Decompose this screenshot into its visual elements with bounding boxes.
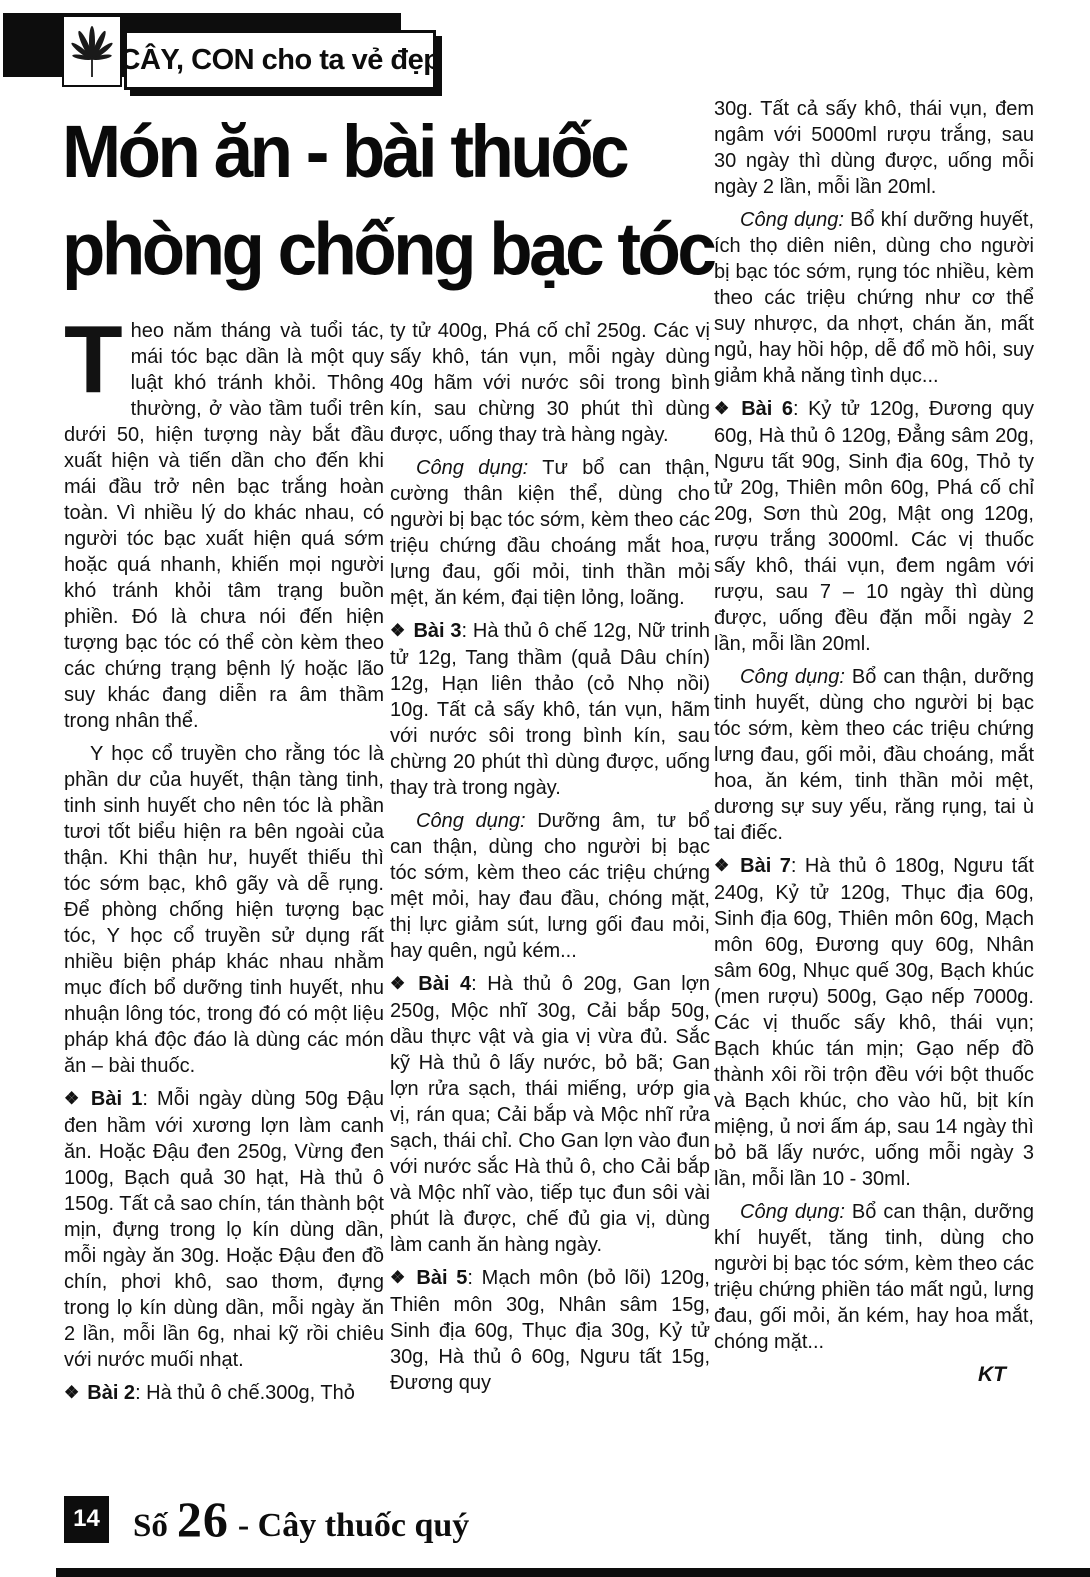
cong-dung-text: Bổ can thận, dưỡng tinh huyết, dùng cho người bị bạc tóc sớm, kèm theo các triệu chứng lưng đau, gối mỏi, đầu choáng, mắt hoa, ăn kém, tinh thần mỏi mệt, dương sự suy yếu, răng rụng, tai ù tai điếc. [714,666,1034,844]
article-title [62,104,722,300]
leaf-icon [68,21,116,81]
bottom-rule [56,1568,1090,1577]
leaf-box [62,15,122,87]
remedy-bai-4 [390,971,710,1258]
intro-paragraph [64,318,384,734]
page-footer [64,1490,469,1548]
section-banner [119,30,441,90]
remedy-label: Bài 1 [90,1088,143,1110]
cong-dung-text: Dưỡng âm, tư bổ can thận, dùng cho người bị bạc tóc sớm, kèm theo các triệu chứng mệt mỏi, hay đau đầu, chóng mặt, thị lực giảm sút, lưng gối đau mỏi, hay quên, ngủ kém... [390,810,710,962]
cong-dung-paragraph [714,664,1034,846]
page-number: 14 [64,1496,109,1543]
diamond-bullet-icon: ❖ [714,856,733,875]
continuation-paragraph: ty tử 400g, Phá cố chỉ 250g. Các vị sấy khô, tán vụn, mỗi ngày dùng 40g hãm với nước sôi trong bình kín, sau chừng 30 phút thì dùng được, uống thay trà hàng ngày. [390,320,710,446]
remedy-label: Bài 3 [413,620,462,642]
cong-dung-label: Công dụng: [416,457,529,479]
remedy-bai-6 [714,396,1034,657]
remedy-bai-2 [64,1380,384,1407]
remedy-text: : Kỷ tử 120g, Đương quy 60g, Hà thủ ô 120g, Đẳng sâm 20g, Ngưu tất 90g, Sinh địa 60g, Thỏ ty tử 20g, Thiên môn 60g, Phá cố chỉ 20g, Sơn thù 20g, Mật ong 120g, rượu trắng 3000ml. Các vị thuốc sấy khô, thái vụn, đem ngâm với rượu, sau 7 – 10 ngày thì dùng được, uống đều đặn mỗi ngày 2 lần, mỗi lần 20ml. [714,398,1034,655]
diamond-bullet-icon: ❖ [64,1383,80,1402]
cong-dung-label: Công dụng: [416,810,526,832]
remedy-text: : Hà thủ ô 20g, Gan lợn 250g, Mộc nhĩ 30g, Cải bắp 50g, dầu thực vật và gia vị vừa đủ. Sắc kỹ Hà thủ ô lấy nước, bỏ bã; Gan lợn rửa sạch, thái miếng, ướp gia vị, rán qua; Cải bắp và Mộc nhĩ rửa sạch, thái chỉ. Cho Gan lợn vào đun với nước sắc Hà thủ ô, cho Cải bắp và Mộc nhĩ vào, tiếp tục đun sôi vài phút là được, chế đủ gia vị, dùng làm canh ăn hàng ngày. [390,973,710,1256]
issue-prefix: Số [133,1508,168,1544]
remedy-bai-3 [390,618,710,801]
remedy-text: : Mạch môn (bỏ lõi) 120g, Thiên môn 30g, Nhân sâm 15g, Sinh địa 60g, Thục địa 30g, Kỷ tử 30g, Hà thủ ô 60g, Ngưu tất 15g, Đương quy [390,1267,710,1394]
text-column-3 [714,96,1034,1532]
cong-dung-label: Công dụng: [740,666,845,688]
continuation-paragraph: 30g. Tất cả sấy khô, thái vụn, đem ngâm với 5000ml rượu trắng, sau 30 ngày thì dùng được, uống mỗi ngày 2 lần, mỗi lần 20ml. [714,98,1034,198]
remedy-text: : Hà thủ ô chế 12g, Nữ trinh tử 12g, Tang thầm (quả Dâu chín) 12g, Hạn liên thảo (cỏ Nhọ nồi) 10g. Tất cả sấy khô, tán vụn, hãm với nước sôi trong bình kín, sau chừng 20 phút thì dùng được, uống thay trà trong ngày. [390,620,710,799]
remedy-text: : Hà thủ ô chế.300g, Thỏ [135,1382,355,1404]
issue-line [133,1490,469,1548]
article-title-line-1: Món ăn - bài thuốc [62,111,627,194]
remedy-label: Bài 2 [87,1382,136,1404]
remedy-label: Bài 6 [741,398,793,420]
text-column-2 [390,318,710,1558]
issue-number: 26 [176,1491,229,1547]
cong-dung-paragraph [390,455,710,611]
article-title-line-2: phòng chống bạc tóc [62,209,714,292]
diamond-bullet-icon: ❖ [390,621,406,640]
diamond-bullet-icon: ❖ [390,974,411,993]
remedy-text: : Mỗi ngày dùng 50g Đậu đen hầm với xương lợn làm canh ăn. Hoặc Đậu đen 250g, Vừng đen 100g, Bạch quả 30 hạt, Hà thủ ô 150g. Tất cả sao chín, tán thành bột mịn, đựng trong lọ kín dùng dần, mỗi ngày ăn 30g. Hoặc Đậu đen đồ chín, phơi khô, sao thơm, đựng trong lọ kín dùng dần, mỗi ngày ăn 2 lần, mỗi lần 6g, nhai kỹ rồi chiêu với nước muối nhạt. [64,1088,384,1371]
dropcap-letter: T [64,318,121,413]
section-banner-label: CÂY, CON cho ta vẻ đẹp [119,43,441,76]
body-paragraph: Y học cổ truyền cho rằng tóc là phần dư của huyết, thận tàng tinh, tinh sinh huyết cho nên tóc là phần tươi tốt biểu hiện ra bên ngoài của thận. Khi thận hư, huyết thiếu thì tóc sớm bạc, khô gãy và dễ rụng. Để phòng chống hiện tượng bạc tóc, Y học cổ truyền sử dụng rất nhiều biện pháp khác nhau nhằm mục đích bổ dưỡng tinh huyết, nhu nhuận lông tóc, trong đó có một liệu pháp khá độc đáo là dùng các món ăn – bài thuốc. [64,743,384,1077]
cong-dung-text: Tư bổ can thận, cường thân kiện thể, dùng cho người bị bạc tóc sớm, kèm theo các triệu chứng đầu choáng mắt hoa, lưng đau, gối mỏi, tinh thần mỏi mệt, ăn kém, đại tiện lỏng, loãng. [390,457,710,609]
remedy-label: Bài 4 [418,973,472,995]
cong-dung-paragraph [390,808,710,964]
remedy-bai-5 [390,1265,710,1396]
cong-dung-label: Công dụng: [740,209,844,231]
cong-dung-text: Bổ can thận, dưỡng khí huyết, tăng tinh, dùng cho người bị bạc tóc sớm, kèm theo các triệu chứng phiền táo mất ngủ, lưng đau, gối mỏi, ăn kém, hay hoa mắt, chóng mặt... [714,1201,1034,1353]
text-column-1 [64,318,384,1486]
diamond-bullet-icon: ❖ [390,1268,409,1287]
cong-dung-text: Bổ khí dưỡng huyết, ích thọ diên niên, dùng cho người bị bạc tóc sớm, rụng tóc nhiều, kèm theo các triệu chứng như cơ thể suy nhược, da nhợt, chán ăn, mất ngủ, hay hồi hộp, dễ đổ mồ hôi, suy giảm khả năng tình dục... [714,209,1034,387]
author-initials: KT [978,1363,1006,1386]
cong-dung-label: Công dụng: [740,1201,845,1223]
remedy-bai-1 [64,1086,384,1373]
remedy-label: Bài 7 [740,855,791,877]
remedy-bai-7 [714,853,1034,1192]
diamond-bullet-icon: ❖ [64,1089,83,1108]
remedy-text: : Hà thủ ô 180g, Ngưu tất 240g, Kỷ tử 120g, Thục địa 60g, Sinh địa 60g, Thiên môn 60g, Mạch môn 60g, Đương quy 60g, Nhân sâm 60g, Nhục quế 30g, Bạch khúc (men rượu) 500g, Gạo nếp 7000g. Các vị thuốc sấy khô, thái vụn; Bạch khúc tán mịn; Gạo nếp đồ thành xôi rồi trộn đều với bột thuốc và Bạch khúc, cho vào hũ, bịt kín miệng, ủ nơi ấm áp, sau 14 ngày thì bỏ bã lấy nước, uống mỗi ngày 3 lần, mỗi lần 10 - 30ml. [714,855,1034,1190]
paragraph-text: heo năm tháng và tuổi tác, mái tóc bạc dần là một quy luật khó tránh khỏi. Thông thường, ở vào tầm tuổi trên dưới 50, hiện tượng này bắt đầu xuất hiện và tiến dần cho đến khi mái đầu trở nên bạc trắng hoàn toàn. Vì nhiều lý do khác nhau, có người tóc bạc xuất hiện quá sớm hoặc quá nhanh, khiến mọi người khó tránh khỏi tâm trạng buồn phiền. Đó là chưa nói đến hiện tượng bạc tóc có thể còn kèm theo các chứng trạng bệnh lý hoặc lão suy khác đang diễn ra âm thầm trong nhân thể. [64,320,384,732]
cong-dung-paragraph [714,207,1034,389]
cong-dung-paragraph [714,1199,1034,1355]
remedy-label: Bài 5 [416,1267,468,1289]
issue-title: - Cây thuốc quý [237,1507,470,1544]
diamond-bullet-icon: ❖ [714,399,734,418]
